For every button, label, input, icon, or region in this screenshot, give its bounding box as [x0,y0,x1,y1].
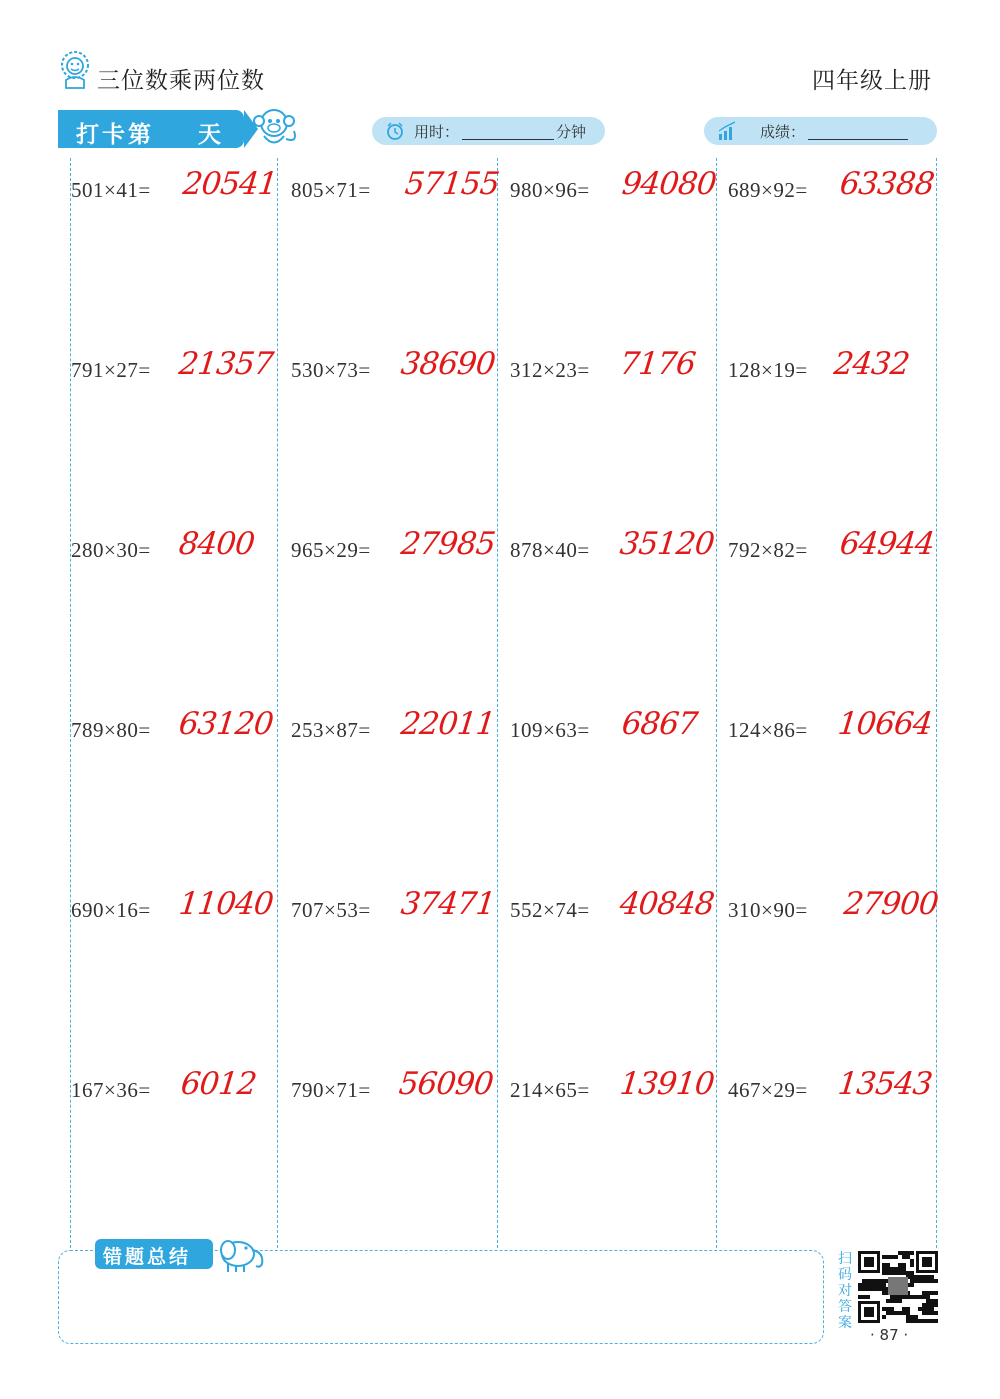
score-label: 成绩： [760,123,806,141]
problem-item [291,348,501,388]
handwritten-answer: 35120 [618,526,716,562]
handwritten-answer: 63388 [838,166,936,202]
problem-item [291,168,501,208]
summary-label: 错题总结 [103,1246,192,1268]
handwritten-answer: 2432 [832,346,911,382]
problem-expression: 128×19= [728,358,808,382]
problem-item [510,168,720,208]
handwritten-answer: 22011 [399,706,497,742]
problem-expression: 965×29= [291,538,371,562]
page-number: · 87 · [870,1326,909,1344]
problem-expression: 792×82= [728,538,808,562]
qr-code-icon[interactable] [858,1251,938,1323]
handwritten-answer: 37471 [399,886,497,922]
qr-label: 扫码对答案 [838,1251,852,1331]
time-blank[interactable] [462,139,554,140]
problem-item [728,888,938,928]
problem-expression: 253×87= [291,718,371,742]
handwritten-answer: 40848 [618,886,716,922]
handwritten-answer: 63120 [177,706,275,742]
handwritten-answer: 27985 [399,526,497,562]
problem-item [291,888,501,928]
page-title: 三位数乘两位数 [97,68,265,94]
problem-expression: 109×63= [510,718,590,742]
monkey-icon [250,103,302,151]
handwritten-answer: 56090 [397,1066,495,1102]
handwritten-answer: 13910 [618,1066,716,1102]
problem-expression: 790×71= [291,1078,371,1102]
elephant-icon [212,1230,270,1274]
problem-item [291,708,501,748]
problem-expression: 530×73= [291,358,371,382]
score-field [704,117,937,145]
problem-expression: 467×29= [728,1078,808,1102]
handwritten-answer: 7176 [618,346,697,382]
handwritten-answer: 94080 [620,166,718,202]
problem-expression: 501×41= [71,178,151,202]
time-label: 用时： [414,123,460,141]
handwritten-answer: 64944 [838,526,936,562]
problem-expression: 689×92= [728,178,808,202]
problem-expression: 805×71= [291,178,371,202]
handwritten-answer: 10664 [836,706,934,742]
problem-expression: 707×53= [291,898,371,922]
checkin-label: 打卡第 天 [76,122,225,148]
problem-expression: 552×74= [510,898,590,922]
problem-expression: 214×65= [510,1078,590,1102]
checkin-tag [58,110,244,148]
problem-item [728,1068,938,1108]
handwritten-answer: 6867 [620,706,699,742]
problem-expression: 167×36= [71,1078,151,1102]
bar-chart-icon [717,121,737,141]
problem-expression: 124×86= [728,718,808,742]
problem-expression: 791×27= [71,358,151,382]
problem-item [510,888,720,928]
problem-item [510,708,720,748]
problem-item [510,528,720,568]
clock-icon [385,121,405,141]
problem-item [71,1068,281,1108]
handwritten-answer: 11040 [177,886,275,922]
problem-item [71,168,281,208]
problem-item [71,528,281,568]
handwritten-answer: 57155 [403,166,501,202]
problem-item [728,708,938,748]
problem-item [291,1068,501,1108]
problem-expression: 310×90= [728,898,808,922]
problem-item [71,708,281,748]
problem-item [291,528,501,568]
problem-expression: 789×80= [71,718,151,742]
problem-expression: 690×16= [71,898,151,922]
handwritten-answer: 13543 [836,1066,934,1102]
problem-item [728,528,938,568]
grade-label: 四年级上册 [812,68,932,94]
problem-expression: 280×30= [71,538,151,562]
time-unit: 分钟 [556,123,587,141]
handwritten-answer: 21357 [177,346,275,382]
problem-expression: 312×23= [510,358,590,382]
summary-tag [95,1239,213,1269]
problem-item [71,888,281,928]
problem-item [728,348,938,388]
problem-item [510,1068,720,1108]
score-blank[interactable] [808,139,908,140]
lion-logo-icon [58,50,92,90]
problem-expression: 878×40= [510,538,590,562]
handwritten-answer: 38690 [399,346,497,382]
handwritten-answer: 27900 [842,886,940,922]
problem-item [71,348,281,388]
problem-item [510,348,720,388]
time-field [372,117,605,145]
handwritten-answer: 20541 [181,166,279,202]
problem-expression: 980×96= [510,178,590,202]
handwritten-answer: 6012 [179,1066,258,1102]
handwritten-answer: 8400 [177,526,256,562]
problem-item [728,168,938,208]
